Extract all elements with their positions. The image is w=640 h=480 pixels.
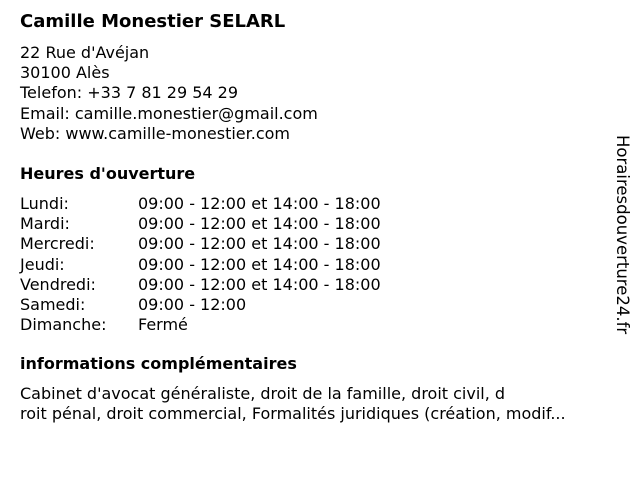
description-line: Cabinet d'avocat généraliste, droit de la famille, droit civil, d bbox=[20, 384, 506, 403]
day-time: 09:00 - 12:00 et 14:00 - 18:00 bbox=[138, 234, 381, 254]
site-watermark: Horairesdouverture24.fr bbox=[613, 135, 632, 335]
address-street: 22 Rue d'Avéjan bbox=[20, 43, 150, 62]
day-time: 09:00 - 12:00 et 14:00 - 18:00 bbox=[138, 194, 381, 213]
day-time: 09:00 - 12:00 et 14:00 - 18:00 bbox=[138, 214, 381, 234]
day-label: Samedi: bbox=[20, 294, 86, 314]
hours-heading: Heures d'ouverture bbox=[20, 164, 196, 183]
phone-line: Telefon: +33 7 81 29 54 29 bbox=[20, 83, 239, 103]
day-label: Dimanche: bbox=[20, 315, 107, 335]
day-time: 09:00 - 12:00 bbox=[138, 294, 247, 314]
day-time: 09:00 - 12:00 et 14:00 - 18:00 bbox=[138, 274, 381, 294]
web-line: Web: www.camille-monestier.com bbox=[20, 123, 290, 143]
day-label: Lundi: bbox=[20, 194, 69, 213]
day-label: Mardi: bbox=[20, 214, 70, 234]
email-line: Email: camille.monestier@gmail.com bbox=[20, 103, 318, 123]
business-name: Camille Monestier SELARL bbox=[20, 11, 286, 32]
info-description bbox=[20, 384, 566, 424]
day-label: Mercredi: bbox=[20, 234, 95, 254]
day-time: Fermé bbox=[138, 315, 188, 335]
contact-block bbox=[20, 43, 318, 144]
address-city: 30100 Alès bbox=[20, 63, 110, 83]
day-time: 09:00 - 12:00 et 14:00 - 18:00 bbox=[138, 254, 381, 274]
info-heading: informations complémentaires bbox=[20, 354, 297, 373]
description-line: roit pénal, droit commercial, Formalités juridiques (création, modif... bbox=[20, 404, 566, 424]
day-label: Jeudi: bbox=[20, 254, 65, 274]
day-label: Vendredi: bbox=[20, 274, 96, 294]
